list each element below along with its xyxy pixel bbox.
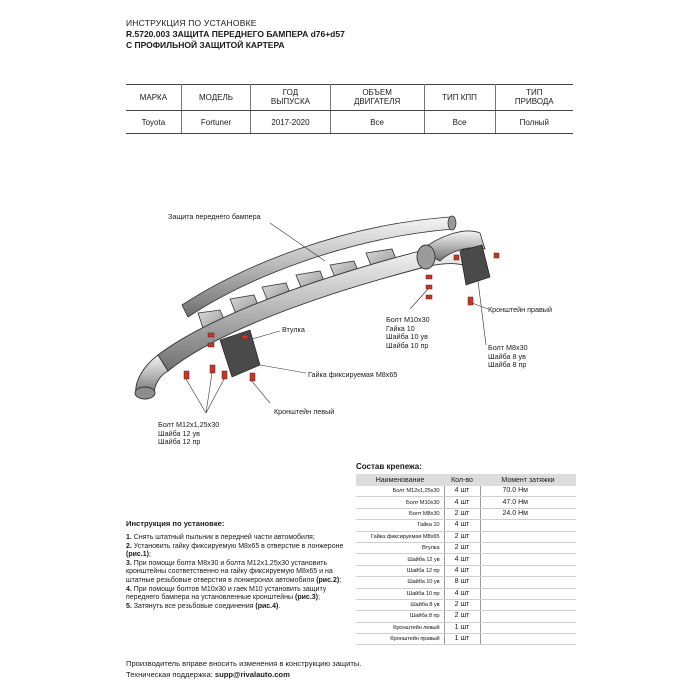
document-footer: [126, 658, 361, 680]
label-group-m10: [386, 316, 430, 350]
table-row: [356, 497, 576, 508]
spec-header-cell: МОДЕЛЬ: [181, 84, 250, 111]
fastener-qty: 4 шт: [444, 497, 480, 508]
step-number: 2.: [126, 542, 132, 550]
fastener-torque: [480, 599, 576, 610]
label-bumper-guard: Защита переднего бампера: [168, 212, 261, 221]
step-text: Затянуть все резьбовые соединения: [131, 602, 256, 610]
table-row: [356, 565, 576, 576]
table-row: [356, 577, 576, 588]
fastener-name: Болт М10х30: [356, 497, 444, 508]
label-line: Болт М12х1,25х30: [158, 420, 220, 429]
fastener-torque: [480, 577, 576, 588]
instructions-title: Инструкция по установке:: [126, 519, 225, 528]
fastener-qty: 2 шт: [444, 531, 480, 542]
fastener-qty: 2 шт: [444, 508, 480, 519]
instructions-list: [126, 534, 351, 611]
step-text: Снять штатный пыльник в передней части автомобиля;: [131, 534, 315, 541]
fastener-name: Гайка 10: [356, 520, 444, 531]
step-end: ;: [339, 576, 342, 584]
fastener-name: Шайба 12 пр: [356, 565, 444, 576]
fastener-qty: 2 шт: [444, 611, 480, 622]
fastener-torque: 70.0 Нм: [480, 486, 576, 497]
fastener-torque: [480, 634, 576, 645]
step-figure-ref: (рис.1): [126, 551, 149, 559]
table-row: [356, 611, 576, 622]
fastener-qty: 4 шт: [444, 588, 480, 599]
fasteners-title: Состав крепежа:: [356, 462, 422, 471]
label-line: Шайба 8 пр: [488, 360, 527, 370]
fastener-qty: 4 шт: [444, 554, 480, 565]
vehicle-spec-table: [126, 84, 573, 134]
disclaimer-text: Производитель вправе вносить изменения в конструкцию защиты.: [126, 659, 362, 668]
fasteners-body: [356, 486, 576, 645]
fastener-qty: 1 шт: [444, 622, 480, 633]
support-line: [126, 669, 361, 680]
step-number: 4.: [126, 585, 132, 593]
spec-header-cell: ТИП ПРИВОДА: [495, 84, 573, 111]
fasteners-table: [356, 474, 576, 645]
fastener-torque: [480, 565, 576, 576]
label-group-m12: [158, 421, 219, 447]
spec-header-row: [126, 84, 573, 111]
step-figure-ref: (рис.4): [255, 602, 279, 610]
step-number: 5.: [126, 602, 132, 610]
fastener-torque: [480, 542, 576, 553]
table-row: [356, 554, 576, 565]
step-figure-ref: (рис.3): [295, 594, 318, 602]
fasteners-header-row: [356, 474, 576, 486]
fastener-qty: 4 шт: [444, 486, 480, 497]
step-text: При помощи болта М8х30 и болта М12х1,25х30 установить кронштейны соответственно на гайку фиксируемую М8х65 и на штатные резьбовые отверстия в лонжеронах автомобиля: [126, 559, 333, 584]
step-end: .: [278, 602, 281, 610]
fastener-qty: 1 шт: [444, 634, 480, 645]
step-end: ;: [148, 551, 151, 559]
spec-value-cell: 2017-2020: [251, 111, 330, 134]
fastener-torque: 47.0 Нм: [480, 497, 576, 508]
fastener-name: Болт М8х30: [356, 508, 444, 519]
fastener-torque: [480, 588, 576, 599]
spec-header-cell: МАРКА: [126, 84, 181, 111]
label-line: Шайба 12 пр: [158, 437, 201, 447]
table-row: [356, 531, 576, 542]
fasteners-header-qty: Кол-во: [444, 474, 480, 486]
fastener-name: Кронштейн левый: [356, 622, 444, 633]
table-row: [356, 622, 576, 633]
fastener-qty: 4 шт: [444, 520, 480, 531]
instruction-step: [126, 560, 351, 586]
step-text: Установить гайку фиксируемую М8х65 в отверстие в лонжероне: [131, 542, 344, 550]
spec-value-cell: Полный: [495, 111, 573, 134]
step-figure-ref: (рис.2): [316, 576, 340, 584]
support-label: Техническая поддержка:: [126, 670, 215, 679]
label-fixed-nut: Гайка фиксируемая М8х65: [308, 370, 398, 379]
assembly-diagram: [120, 205, 580, 455]
instruction-step: [126, 586, 351, 603]
fastener-qty: 4 шт: [444, 565, 480, 576]
fastener-qty: 2 шт: [444, 599, 480, 610]
table-row: [356, 520, 576, 531]
label-bracket-left: Кронштейн левый: [274, 407, 335, 416]
spec-value-cell: Все: [424, 111, 495, 134]
step-text: При помощи болтов М10х30 и гаек М10 установить защиту переднего бампера на установленные кронштейны: [126, 585, 327, 602]
step-number: 1.: [126, 534, 132, 541]
support-email: supp@rivalauto.com: [214, 670, 290, 679]
label-line: Болт М10х30: [386, 315, 430, 324]
spec-header-cell: ТИП КПП: [424, 84, 495, 111]
label-group-m8: [488, 344, 528, 370]
fastener-name: Втулка: [356, 542, 444, 553]
fastener-torque: [480, 611, 576, 622]
instruction-step: [126, 543, 351, 560]
fastener-name: Шайба 10 пр: [356, 588, 444, 599]
fasteners-header-name: Наименование: [356, 474, 444, 486]
fastener-name: Болт М12х1,25х30: [356, 486, 444, 497]
table-row: [356, 486, 576, 497]
product-title: R.5720.003 ЗАЩИТА ПЕРЕДНЕГО БАМПЕРА d76+d57: [126, 29, 345, 39]
step-end: ;: [318, 594, 320, 602]
doc-type-title: ИНСТРУКЦИЯ ПО УСТАНОВКЕ: [126, 18, 257, 28]
document-header: [126, 18, 345, 51]
label-line: Гайка 10: [386, 323, 415, 333]
fastener-torque: 24.0 Нм: [480, 508, 576, 519]
spec-value-cell: Все: [330, 111, 424, 134]
spec-header-cell: ОБЪЕМ ДВИГАТЕЛЯ: [330, 84, 424, 111]
fastener-name: Шайба 8 пр: [356, 611, 444, 622]
fastener-torque: [480, 520, 576, 531]
label-bushing: Втулка: [282, 325, 305, 334]
label-bracket-right: Кронштейн правый: [488, 305, 552, 314]
label-line: Шайба 10 ув: [386, 332, 428, 342]
label-line: Шайба 12 ув: [158, 428, 200, 438]
fastener-name: Шайба 12 ув: [356, 554, 444, 565]
fastener-torque: [480, 622, 576, 633]
spec-value-cell: Fortuner: [181, 111, 250, 134]
spec-value-cell: Toyota: [126, 111, 181, 134]
product-subtitle: С ПРОФИЛЬНОЙ ЗАЩИТОЙ КАРТЕРА: [126, 40, 285, 50]
instruction-step: [126, 534, 351, 543]
fastener-torque: [480, 531, 576, 542]
fastener-qty: 2 шт: [444, 542, 480, 553]
table-row: [356, 599, 576, 610]
spec-header-cell: ГОД ВЫПУСКА: [251, 84, 330, 111]
table-row: [356, 508, 576, 519]
label-line: Шайба 8 ув: [488, 351, 526, 361]
fastener-torque: [480, 554, 576, 565]
table-row: [356, 588, 576, 599]
fastener-name: Гайка фиксируемая М8х65: [356, 531, 444, 542]
step-number: 3.: [126, 559, 132, 567]
fastener-name: Кронштейн правый: [356, 634, 444, 645]
label-line: Шайба 10 пр: [386, 340, 429, 350]
label-line: Болт М8х30: [488, 343, 528, 352]
table-row: [356, 542, 576, 553]
fastener-name: Шайба 8 ув: [356, 599, 444, 610]
fastener-name: Шайба 10 ув: [356, 577, 444, 588]
bumper-illustration: [120, 205, 580, 455]
instruction-step: [126, 603, 351, 612]
table-row: [356, 634, 576, 645]
fastener-qty: 8 шт: [444, 577, 480, 588]
spec-value-row: [126, 111, 573, 134]
fasteners-header-torque: Момент затяжки: [480, 474, 576, 486]
